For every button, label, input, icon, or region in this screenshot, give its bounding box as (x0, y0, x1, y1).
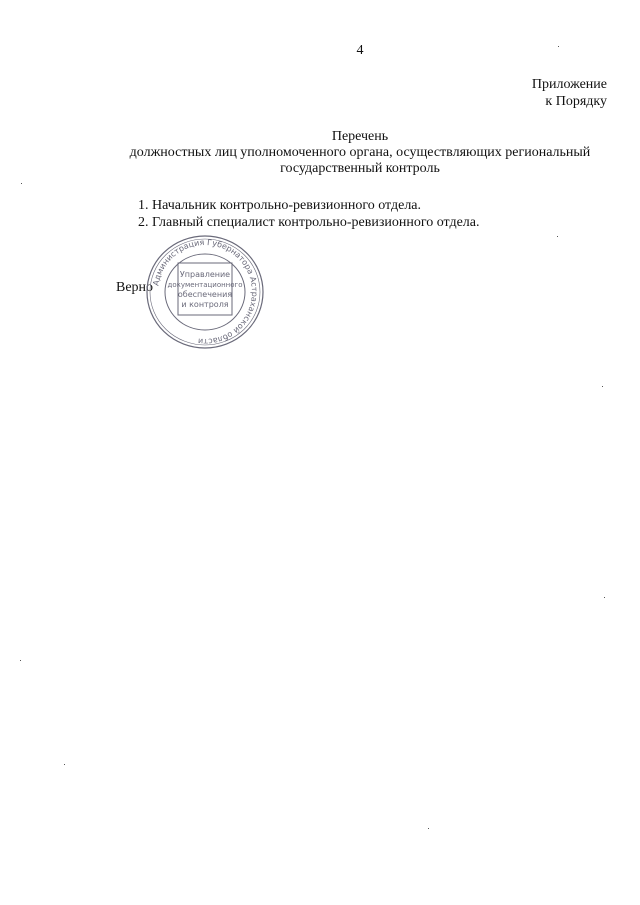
document-title (100, 129, 620, 177)
stamp-center-line-2: документационного (167, 281, 243, 289)
list-item: 1. Начальник контрольно-ревизионного отдела. (138, 198, 422, 213)
list-item: 2. Главный специалист контрольно-ревизионного отдела. (138, 215, 480, 230)
scan-speck (604, 597, 605, 598)
title-heading: Перечень (331, 129, 389, 144)
stamp-center-line-1: Управление (179, 270, 231, 279)
page-number: 4 (356, 43, 364, 58)
title-line-2: государственный контроль (280, 161, 440, 176)
certification-label: Верно (116, 280, 154, 295)
scan-speck (602, 386, 603, 387)
stamp-ring-text: Администрация Губернатора Астраханской области (151, 237, 260, 347)
scan-speck (428, 828, 429, 829)
official-stamp-icon (144, 233, 266, 351)
scan-speck (21, 183, 22, 184)
scan-speck (557, 236, 558, 237)
scan-speck (558, 46, 559, 47)
scan-speck (20, 660, 21, 661)
stamp-center-line-3: обеспечения (177, 290, 233, 299)
appendix-label (532, 76, 607, 110)
appendix-line-1: Приложение (531, 77, 607, 92)
appendix-line-2: к Порядку (545, 94, 607, 109)
positions-list (138, 197, 480, 231)
stamp-center-line-4: и контроля (181, 300, 229, 309)
scan-speck (64, 764, 65, 765)
title-line-1: должностных лиц уполномоченного органа, осуществляющих региональный (129, 145, 591, 160)
